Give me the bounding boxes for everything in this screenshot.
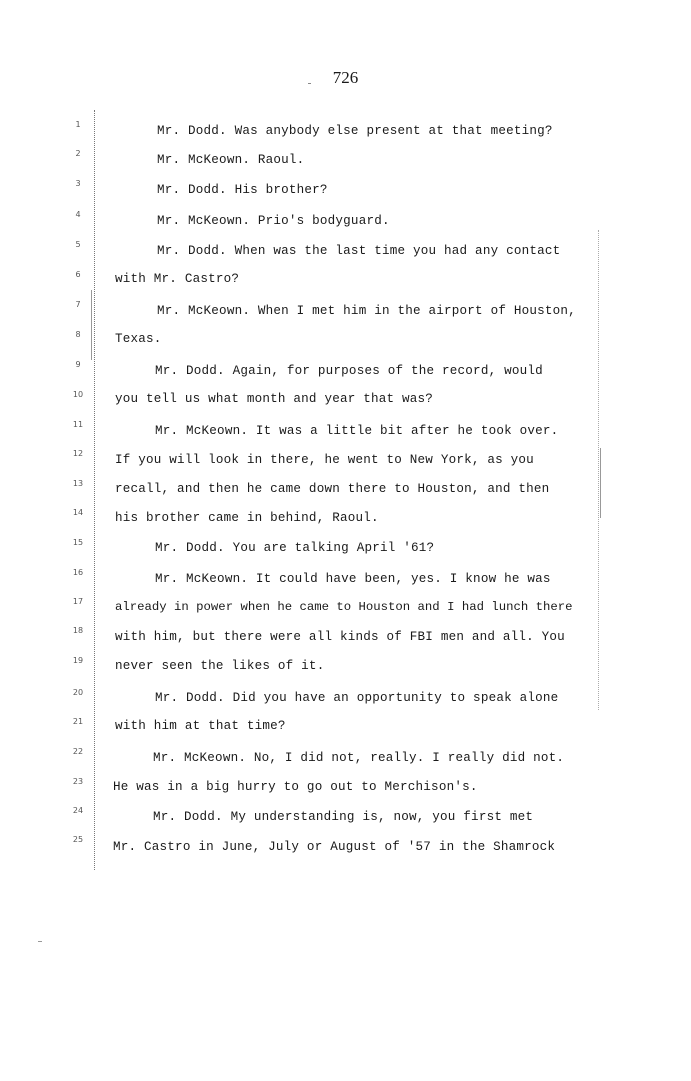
line-number: 16 (72, 568, 84, 577)
transcript-line: with him at that time? (115, 719, 286, 733)
line-number: 17 (72, 597, 84, 606)
transcript-line: never seen the likes of it. (115, 659, 325, 673)
line-number: 3 (75, 179, 81, 188)
transcript-line: Mr. Dodd. Was anybody else present at that meeting? (157, 124, 553, 138)
line-number: 19 (72, 656, 84, 665)
transcript-line: his brother came in behind, Raoul. (115, 511, 379, 525)
transcript-line: Mr. Dodd. You are talking April '61? (155, 541, 435, 555)
line-number: 25 (72, 835, 84, 844)
transcript-line: Mr. Dodd. His brother? (157, 183, 328, 197)
line-number: 12 (72, 449, 84, 458)
line-number: 1 (75, 120, 81, 129)
left-margin-rule-solid (91, 290, 93, 360)
line-number: 14 (72, 508, 84, 517)
line-number: 23 (72, 777, 84, 786)
transcript-line: Mr. Castro in June, July or August of '57 in the Shamrock (113, 840, 556, 854)
scan-mark (38, 941, 42, 942)
line-number: 13 (72, 479, 84, 488)
right-margin-rule-solid (600, 448, 602, 518)
transcript-line: Mr. McKeown. When I met him in the airport of Houston, (157, 304, 576, 318)
line-number: 15 (72, 538, 84, 547)
line-number: 8 (75, 330, 81, 339)
line-number: 2 (75, 149, 81, 158)
line-number: 10 (72, 390, 84, 399)
transcript-line: Mr. Dodd. Again, for purposes of the record, would (155, 364, 543, 378)
transcript-line: He was in a big hurry to go out to Merchison's. (113, 780, 478, 794)
line-number: 5 (75, 240, 81, 249)
line-number: 20 (72, 688, 84, 697)
transcript-line: Mr. McKeown. Raoul. (157, 153, 305, 167)
transcript-line: already in power when he came to Houston and I had lunch there (115, 600, 573, 614)
transcript-line: If you will look in there, he went to New York, as you (115, 453, 534, 467)
transcript-line: Texas. (115, 332, 162, 346)
page-mark (308, 83, 311, 84)
line-number: 22 (72, 747, 84, 756)
page-number: 726 (332, 68, 359, 87)
transcript-line: recall, and then he came down there to Houston, and then (115, 482, 550, 496)
transcript-line: Mr. Dodd. My understanding is, now, you first met (153, 810, 534, 824)
transcript-line: with Mr. Castro? (115, 272, 240, 286)
line-number: 7 (75, 300, 81, 309)
transcript-line: Mr. Dodd. When was the last time you had any contact (157, 244, 561, 258)
transcript-line: Mr. McKeown. It was a little bit after he took over. (155, 424, 559, 438)
transcript-line: with him, but there were all kinds of FBI men and all. You (115, 630, 565, 644)
transcript-line: Mr. Dodd. Did you have an opportunity to speak alone (155, 691, 559, 705)
line-number: 18 (72, 626, 84, 635)
transcript-line: Mr. McKeown. It could have been, yes. I know he was (155, 572, 551, 586)
line-number: 6 (75, 270, 81, 279)
line-number: 4 (75, 210, 81, 219)
line-number: 11 (72, 420, 84, 429)
line-number: 21 (72, 717, 84, 726)
transcript-line: Mr. McKeown. No, I did not, really. I really did not. (153, 751, 565, 765)
transcript-line: Mr. McKeown. Prio's bodyguard. (157, 214, 390, 228)
line-number: 24 (72, 806, 84, 815)
left-margin-rule (94, 110, 96, 870)
line-number: 9 (75, 360, 81, 369)
transcript-line: you tell us what month and year that was? (115, 392, 434, 406)
